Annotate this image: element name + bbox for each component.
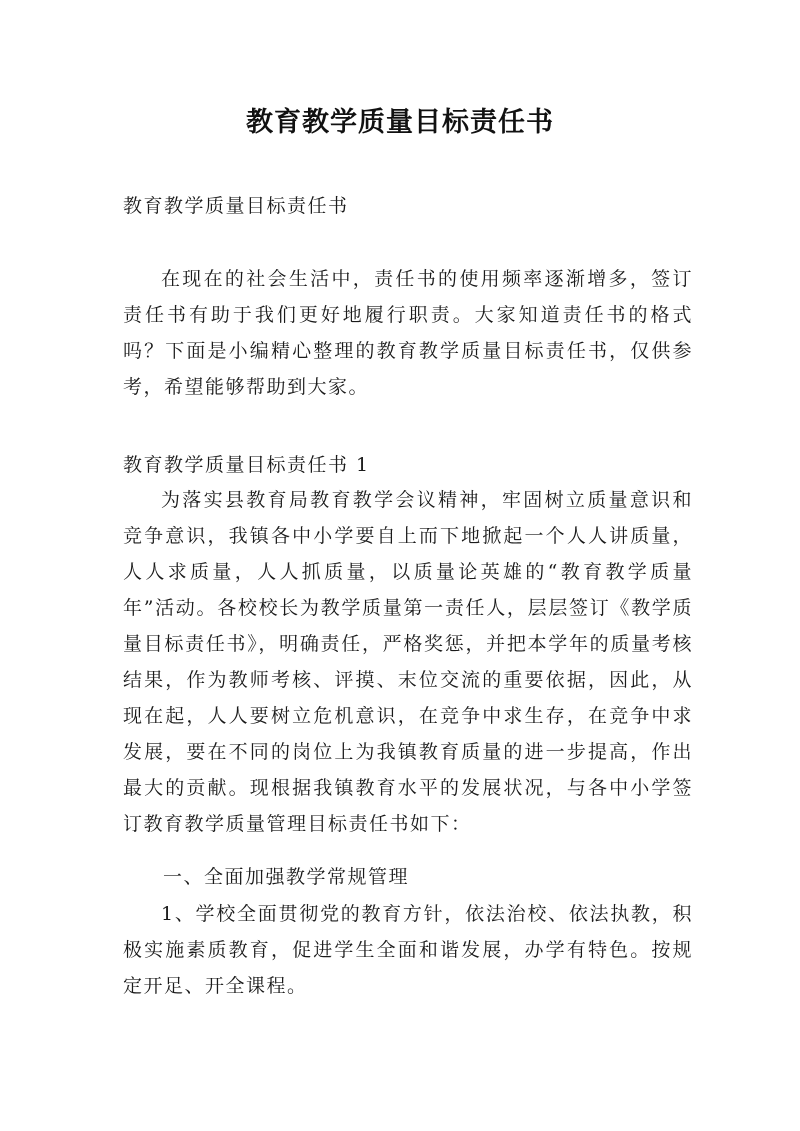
main-paragraph: 为落实县教育局教育教学会议精神，牢固树立质量意识和竞争意识，我镇各中小学要自上而下地掀起一个人人讲质量，人人求质量，人人抓质量，以质量论英雄的“教育教学质量年”活动。各校校长为教学质量第一责任人，层层签订《教学质量目标责任书》，明确责任，严格奖惩，并把本学年的质量考核结果，作为教师考核、评摸、末位交流的重要依据，因此，从现在起，人人要树立危机意识，在竞争中求生存，在竞争中求发展，要在不同的岗位上为我镇教育质量的进一步提高，作出最大的贡献。现根据我镇教育水平的发展状况，与各中小学签订教育教学质量管理目标责任书如下： [123, 489, 693, 835]
part-heading: 一、全面加强教学常规管理 [163, 866, 410, 888]
item-1-paragraph: 1、学校全面贯彻党的教育方针，依法治校、依法执教，积极实施素质教育，促进学生全面和谐发展，办学有特色。按规定开足、开全课程。 [123, 903, 693, 997]
document-title: 教育教学质量目标责任书 [246, 107, 554, 138]
section-title: 教育教学质量目标责任书 1 [123, 454, 370, 476]
intro-paragraph: 在现在的社会生活中，责任书的使用频率逐渐增多，签订责任书有助于我们更好地履行职责。大家知道责任书的格式吗？下面是小编精心整理的教育教学质量目标责任书，仅供参考，希望能够帮助到大家。 [123, 268, 693, 398]
document-subtitle: 教育教学质量目标责任书 [123, 195, 349, 217]
